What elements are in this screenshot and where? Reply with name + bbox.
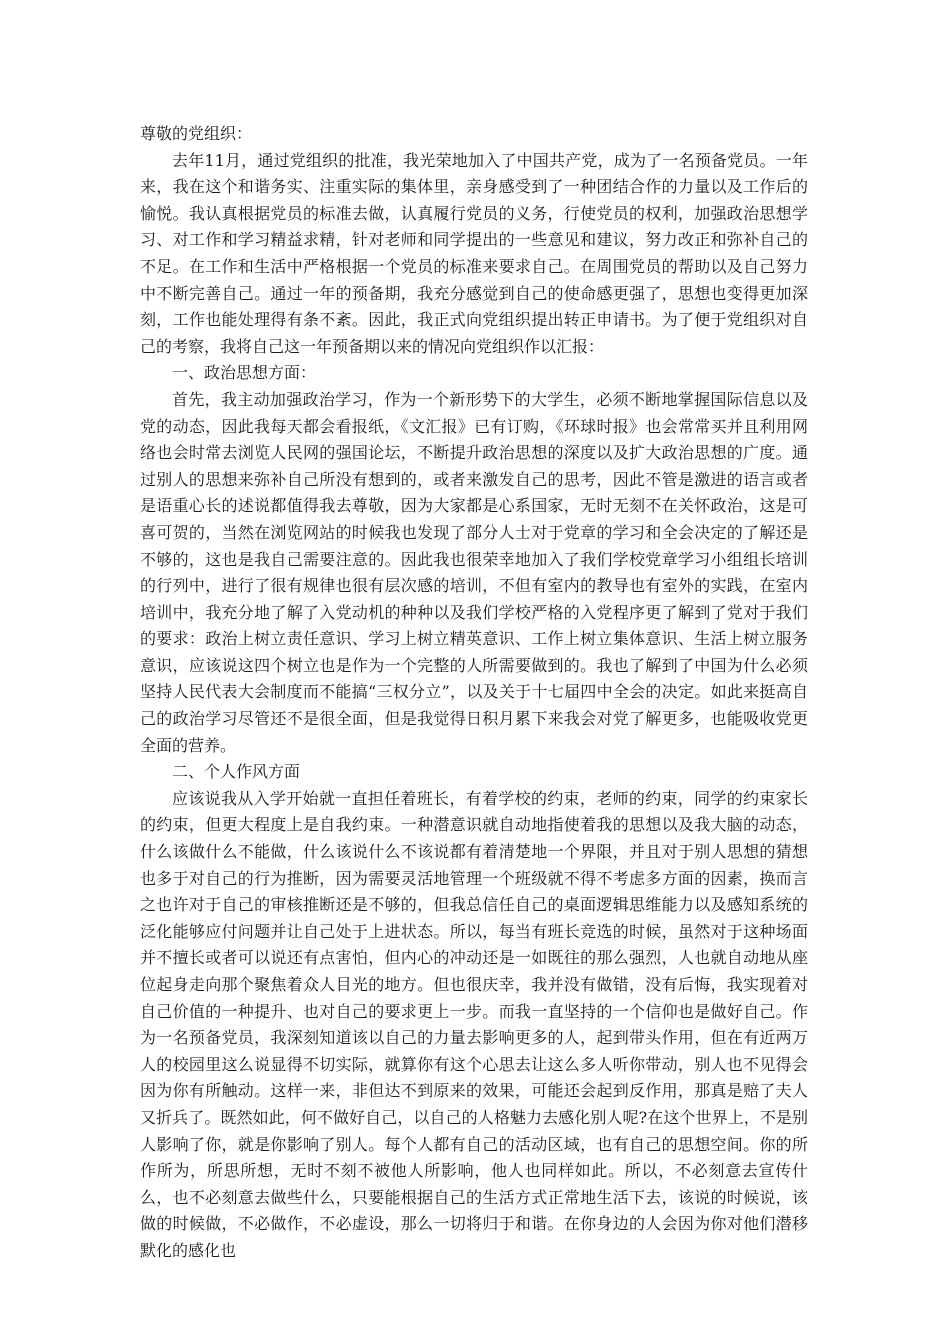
paragraph-introduction: 去年11月，通过党组织的批准，我光荣地加入了中国共产党，成为了一名预备党员。一年来，我在这个和谐务实、注重实际的集体里，亲身感受到了一种团结合作的力量以及工作后的愉悦。我认真根据党员的标准去做，认真履行党员的义务，行使党员的权利，加强政治思想学习、对工作和学习精益求精，针对老师和同学提出的一些意见和建议，努力改正和弥补自己的不足。在工作和生活中严格根据一个党员的标准来要求自己。在周围党员的帮助以及自己努力中不断完善自己。通过一年的预备期，我充分感觉到自己的使命感更强了，思想也变得更加深刻，工作也能处理得有条不紊。因此，我正式向党组织提出转正申请书。为了便于党组织对自己的考察，我将自己这一年预备期以来的情况向党组织作以汇报： <box>140 150 808 356</box>
document-page <box>140 121 808 1265</box>
salutation: 尊敬的党组织： <box>140 124 253 143</box>
paragraph-personal-conduct: 应该说我从入学开始就一直担任着班长，有着学校的约束，老师的约束，同学的约束家长的约束，但更大程度上是自我约束。一种潜意识就自动地指使着我的思想以及我大脑的动态，什么该做什么不能做，什么该说什么不该说都有着清楚地一个界限，并且对于别人思想的猜想也多于对自己的行为推断，因为需要灵活地管理一个班级就不得不考虑多方面的因素，换而言之也许对于自己的审核推断还是不够的，但我总信任自己的桌面逻辑思维能力以及感知系统的泛化能够应付问题并让自己处于上进状态。所以，每当有班长竞选的时候，虽然对于这种场面并不擅长或者可以说还有点害怕，但内心的冲动还是一如既往的那么强烈，人也就自动地从座位起身走向那个聚焦着众人目光的地方。但也很庆幸，我并没有做错，没有后悔，我实现着对自己价值的一种提升、也对自己的要求更上一步。而我一直坚持的一个信仰也是做好自己。作为一名预备党员，我深刻知道该以自己的力量去影响更多的人，起到带头作用，但在有近两万人的校园里这么说显得不切实际，就算你有这个心思去让这么多人听你带动，别人也不见得会因为你有所触动。这样一来，非但达不到原来的效果，可能还会起到反作用，那真是赔了夫人又折兵了。既然如此，何不做好自己，以自己的人格魅力去感化别人呢?在这个世界上，不是别人影响了你，就是你影响了别人。每个人都有自己的活动区域，也有自己的思想空间。你的所作所为，所思所想，无时不刻不被他人所影响，他人也同样如此。所以，不必刻意去宣传什么，也不必刻意去做些什么，只要能根据自己的生活方式正常地生活下去，该说的时候说，该做的时候做，不必做作，不必虚设，那么一切将归于和谐。在你身边的人会因为你对他们潜移默化的感化也 <box>140 788 808 1260</box>
section-heading-personal-conduct: 二、个人作风方面 <box>172 762 301 782</box>
paragraph-political-thought: 首先，我主动加强政治学习，作为一个新形势下的大学生，必须不断地掌握国际信息以及党的动态，因此我每天都会看报纸，《文汇报》已有订购，《环球时报》也会常常买并且利用网络也会时常去浏览人民网的强国论坛，不断提升政治思想的深度以及扩大政治思想的广度。通过别人的思想来弥补自己所没有想到的，或者来激发自己的思考，因此不管是激进的语言或者是语重心长的述说都值得我去尊敬，因为大家都是心系国家，无时无刻不在关怀政治，这是可喜可贺的，当然在浏览网站的时候我也发现了部分人士对于党章的学习和全会决定的了解还是不够的，这也是我自己需要注意的。因此我也很荣幸地加入了我们学校党章学习小组组长培训的行列中，进行了很有规律也很有层次感的培训，不但有室内的教导也有室外的实践，在室内培训中，我充分地了解了入党动机的种种以及我们学校严格的入党程序更了解到了党对于我们的要求：政治上树立责任意识、学习上树立精英意识、工作上树立集体意识、生活上树立服务意识，应该说这四个树立也是作为一个完整的人所需要做到的。我也了解到了中国为什么必须坚持人民代表大会制度而不能搞“三权分立”，以及关于十七届四中全会的决定。如此来挺高自己的政治学习尽管还不是很全面，但是我觉得日积月累下来我会对党了解更多，也能吸收党更全面的营养。 <box>140 389 808 755</box>
section-heading-political-thought: 一、政治思想方面： <box>172 363 317 383</box>
